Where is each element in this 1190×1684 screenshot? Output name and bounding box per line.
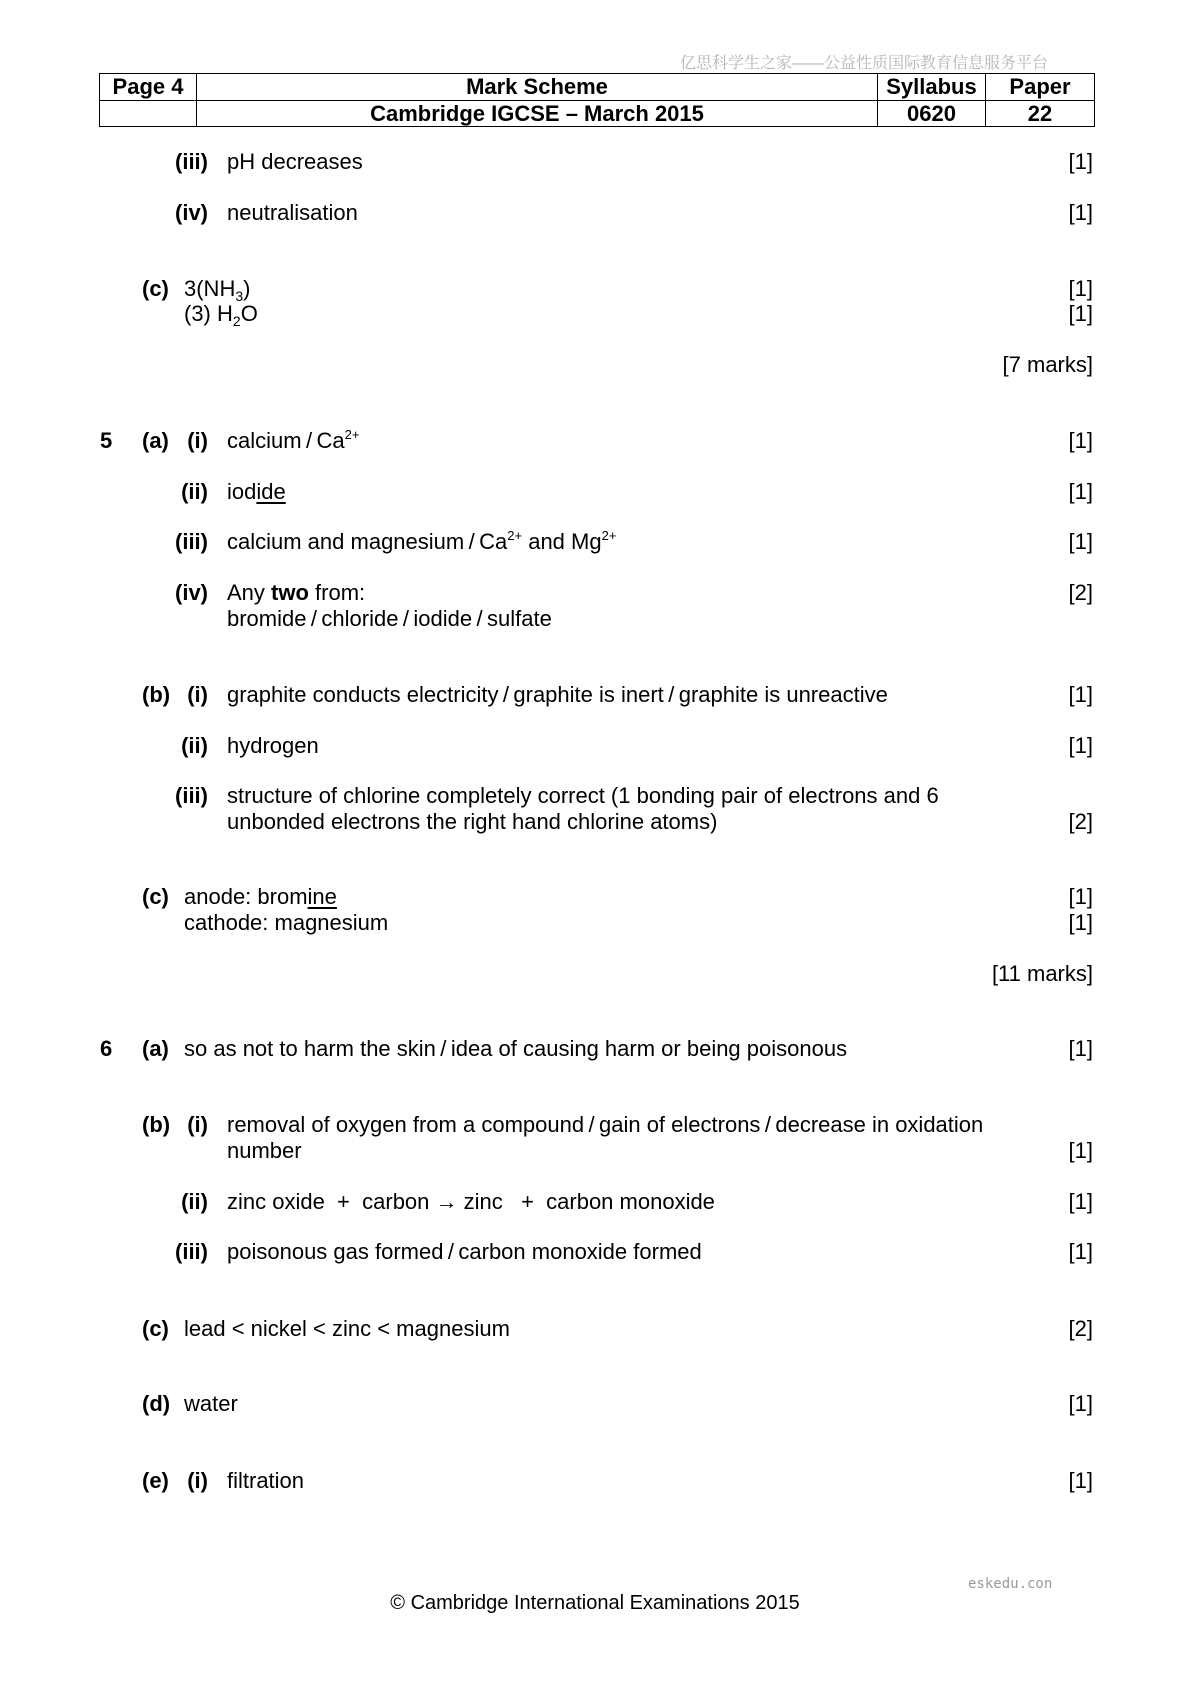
answer-text [227,529,616,558]
answer-fragment: calcium / Ca [227,428,345,453]
mark: [1] [1068,733,1093,758]
answer-text: hydrogen [227,733,319,758]
part-label: (c) [142,884,169,909]
mark: [1] [1068,1391,1093,1416]
watermark: 亿思科学生之家——公益性质国际教育信息服务平台 [680,55,1049,72]
empty-cell [100,101,197,127]
answer-row [0,529,1190,555]
answer-row [0,580,1190,606]
answer-row [0,783,1190,809]
part-label: (a) [142,1036,169,1061]
mark: [1] [1068,1138,1093,1163]
subpart-label: (i) [187,682,208,707]
paper-label: Paper [986,74,1095,101]
answer-text [184,301,258,329]
answer-row [0,1391,1190,1417]
answer-text: filtration [227,1468,305,1493]
answer-fragment: 3(NH [184,276,236,301]
document-title: Mark Scheme [197,74,878,101]
answer-text: poisonous gas formed / carbon monoxide formed [227,1239,702,1264]
mark: [1] [1068,149,1093,174]
answer-row [0,910,1190,936]
copyright-footer: © Cambridge International Examinations 2015 [390,1592,800,1614]
part-label: (b) [142,1112,171,1137]
answer-fragment: Any [227,580,272,605]
mark: [1] [1068,910,1093,935]
superscript: 2+ [507,528,523,543]
mark: [1] [1068,301,1093,326]
mark: [1] [1068,200,1093,225]
answer-text: bromide / chloride / iodide / sulfate [227,606,552,631]
answer-text [227,428,359,457]
mark: [1] [1068,479,1093,504]
answer-fragment: iod [227,479,257,504]
total-row [0,961,1190,987]
answer-row [0,149,1190,175]
question-number: 5 [100,428,113,453]
subpart-label: (iii) [175,149,208,174]
subscript: 2 [232,313,241,329]
part-label: (c) [142,1316,169,1341]
mark: [2] [1068,809,1093,834]
answer-text [227,479,286,505]
answer-fragment: (3) H [184,301,233,326]
subpart-label: (ii) [181,733,208,758]
answer-row [0,1468,1190,1494]
answer-row [0,606,1190,632]
answer-fragment: calcium and magnesium / Ca [227,529,508,554]
answer-row [0,479,1190,505]
subpart-label: (iii) [175,1239,208,1264]
paper-number: 22 [986,101,1095,127]
mark: [1] [1068,529,1093,554]
subscript: 3 [235,288,244,304]
answer-row [0,733,1190,759]
answer-fragment: from: [308,580,366,605]
answer-text [184,884,337,910]
total-marks: [7 marks] [1002,352,1093,377]
part-label: (d) [142,1391,171,1416]
subpart-label: (ii) [181,479,208,504]
subpart-label: (iii) [175,529,208,554]
answer-row [0,809,1190,835]
answer-text: structure of chlorine completely correct (1 bonding pair of electrons and 6 [227,783,939,808]
mark: [1] [1068,1036,1093,1061]
underlined-text: ide [256,479,286,504]
bold-text: two [271,580,309,605]
syllabus-label: Syllabus [878,74,986,101]
page-number: Page 4 [100,74,197,101]
subpart-label: (i) [187,1468,208,1493]
answer-row [0,1316,1190,1342]
answer-text: number [227,1138,302,1163]
subpart-label: (iv) [175,200,208,225]
answer-row [0,1189,1190,1215]
mark: [1] [1068,276,1093,301]
mark: [1] [1068,1239,1093,1264]
underlined-text: ine [307,884,337,909]
answer-text: neutralisation [227,200,358,225]
mark: [2] [1068,580,1093,605]
subpart-label: (iv) [175,580,208,605]
part-label: (c) [142,276,169,301]
mark: [1] [1068,428,1093,453]
answer-fragment: and Mg [522,529,602,554]
answer-row [0,1112,1190,1138]
total-marks: [11 marks] [991,961,1093,986]
total-row [0,352,1190,378]
answer-row [0,276,1190,302]
answer-row [0,428,1190,454]
mark: [1] [1068,884,1093,909]
answer-fragment: anode: brom [184,884,308,909]
header-table [99,73,1095,127]
mark: [1] [1068,1189,1093,1214]
answer-text: lead < nickel < zinc < magnesium [184,1316,510,1341]
answer-row [0,301,1190,327]
answer-text: cathode: magnesium [184,910,389,935]
subpart-label: (i) [187,1112,208,1137]
subpart-label: (iii) [175,783,208,808]
answer-text: zinc oxide + carbon → zinc + carbon monoxide [227,1189,715,1214]
answer-row [0,1036,1190,1062]
answer-text: graphite conducts electricity / graphite is inert / graphite is unreactive [227,682,888,707]
mark: [1] [1068,1468,1093,1493]
answer-text [227,580,365,606]
answer-fragment: ) [243,276,251,301]
subpart-label: (i) [187,428,208,453]
syllabus-code: 0620 [878,101,986,127]
answer-text: so as not to harm the skin / idea of causing harm or being poisonous [184,1036,848,1061]
answer-text: unbonded electrons the right hand chlorine atoms) [227,809,718,834]
mark: [2] [1068,1316,1093,1341]
answer-text: pH decreases [227,149,363,174]
answer-text: removal of oxygen from a compound / gain of electrons / decrease in oxidation [227,1112,984,1137]
part-label: (a) [142,428,169,453]
answer-row [0,884,1190,910]
part-label: (b) [142,682,171,707]
document-subtitle: Cambridge IGCSE – March 2015 [197,101,878,127]
answer-text [184,276,250,304]
superscript: 2+ [601,528,617,543]
superscript: 2+ [344,427,360,442]
answer-row [0,200,1190,226]
answer-row [0,682,1190,708]
part-label: (e) [142,1468,169,1493]
subpart-label: (ii) [181,1189,208,1214]
answer-row [0,1138,1190,1164]
answer-fragment: O [240,301,258,326]
answer-row [0,1239,1190,1265]
mark: [1] [1068,682,1093,707]
answer-text: water [184,1391,238,1416]
site-watermark: eskedu.con [968,1576,1053,1592]
question-number: 6 [100,1036,113,1061]
